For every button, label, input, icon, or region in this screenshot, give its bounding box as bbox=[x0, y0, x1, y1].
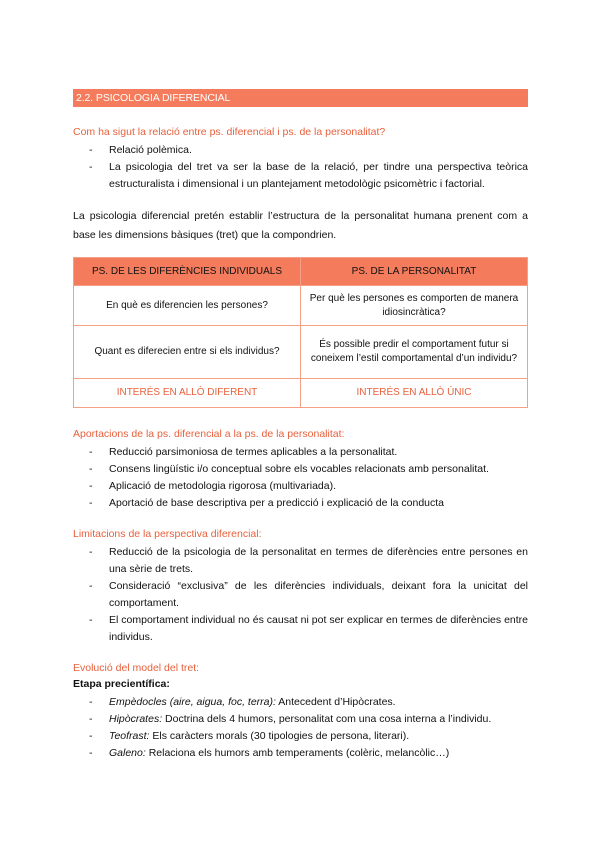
term: Teofrast: bbox=[109, 730, 150, 742]
limitacions-heading: Limitacions de la perspectiva diferencial: bbox=[73, 528, 262, 540]
list-item bbox=[73, 745, 528, 762]
evolucio-list bbox=[73, 694, 528, 762]
term: Galeno: bbox=[109, 747, 146, 759]
table-header: PS. DE LES DIFERÈNCIES INDIVIDUALS bbox=[74, 258, 301, 286]
term: Hipòcrates: bbox=[109, 713, 163, 725]
table-row bbox=[74, 286, 528, 326]
aportacions-list bbox=[73, 444, 528, 512]
list-item: - Aportació de base descriptiva per a predicció i explicació de la conducta bbox=[73, 495, 528, 512]
q1-list bbox=[73, 142, 528, 193]
list-item: - Relació polèmica. bbox=[73, 142, 528, 159]
list-item: - La psicologia del tret va ser la base de la relació, per tindre una perspectiva teòrica estructuralista i dimensional i un plantejament metodològic psicomètric i factorial. bbox=[73, 159, 528, 193]
list-item: - Aplicació de metodologia rigorosa (multivariada). bbox=[73, 478, 528, 495]
description: Doctrina dels 4 humors, personalitat com una cosa interna a l’individu. bbox=[162, 713, 492, 725]
document-page bbox=[73, 89, 528, 762]
description: Els caràcters morals (30 tipologies de persona, literari). bbox=[149, 730, 410, 742]
intro-paragraph: La psicologia diferencial pretén establir l’estructura de la personalitat humana prenent com a base les dimensions bàsiques (tret) que la compondrien. bbox=[73, 210, 528, 241]
description: Antecedent d’Hipòcrates. bbox=[275, 696, 396, 708]
list-item bbox=[73, 728, 528, 745]
list-item: - Consens lingüístic i/o conceptual sobre els vocables relacionats amb personalitat. bbox=[73, 461, 528, 478]
table-row bbox=[74, 379, 528, 408]
table-cell: Per què les persones es comporten de manera idiosincràtica? bbox=[301, 286, 528, 326]
table-cell: És possible predir el comportament futur si coneixem l’estil comportamental d’un individu? bbox=[301, 326, 528, 379]
list-item: - Reducció de la psicologia de la personalitat en termes de diferències entre persones en una sèrie de trets. bbox=[73, 544, 528, 578]
section-title: 2.2. PSICOLOGIA DIFERENCIAL bbox=[73, 89, 528, 107]
table-cell: En què es diferencien les persones? bbox=[74, 286, 301, 326]
comparison-table bbox=[73, 257, 528, 408]
description: Relaciona els humors amb temperaments (colèric, melancòlic…) bbox=[145, 747, 450, 759]
list-item bbox=[73, 711, 528, 728]
table-header: PS. DE LA PERSONALITAT bbox=[301, 258, 528, 286]
list-item: - El comportament individual no és causat ni pot ser explicar en termes de diferències entre individus. bbox=[73, 612, 528, 646]
term: Empèdocles (aire, aigua, foc, terra): bbox=[109, 696, 276, 708]
limitacions-list bbox=[73, 544, 528, 646]
list-item: - Reducció parsimoniosa de termes aplicables a la personalitat. bbox=[73, 444, 528, 461]
list-item bbox=[73, 694, 528, 711]
table-row bbox=[74, 326, 528, 379]
evolucio-heading: Evolució del model del tret: bbox=[73, 662, 200, 674]
aportacions-heading: Aportacions de la ps. diferencial a la ps. de la personalitat: bbox=[73, 428, 345, 440]
q1-heading: Com ha sigut la relació entre ps. diferencial i ps. de la personalitat? bbox=[73, 126, 386, 138]
list-item: - Consideració “exclusiva” de les diferències individuals, deixant fora la unicitat del comportament. bbox=[73, 578, 528, 612]
table-footer-cell: INTERÉS EN ALLÒ ÚNIC bbox=[301, 379, 528, 408]
table-footer-cell: INTERÉS EN ALLÒ DIFERENT bbox=[74, 379, 301, 408]
table-cell: Quant es diferecien entre si els individus? bbox=[74, 326, 301, 379]
stage-heading: Etapa precientífica: bbox=[73, 678, 170, 690]
